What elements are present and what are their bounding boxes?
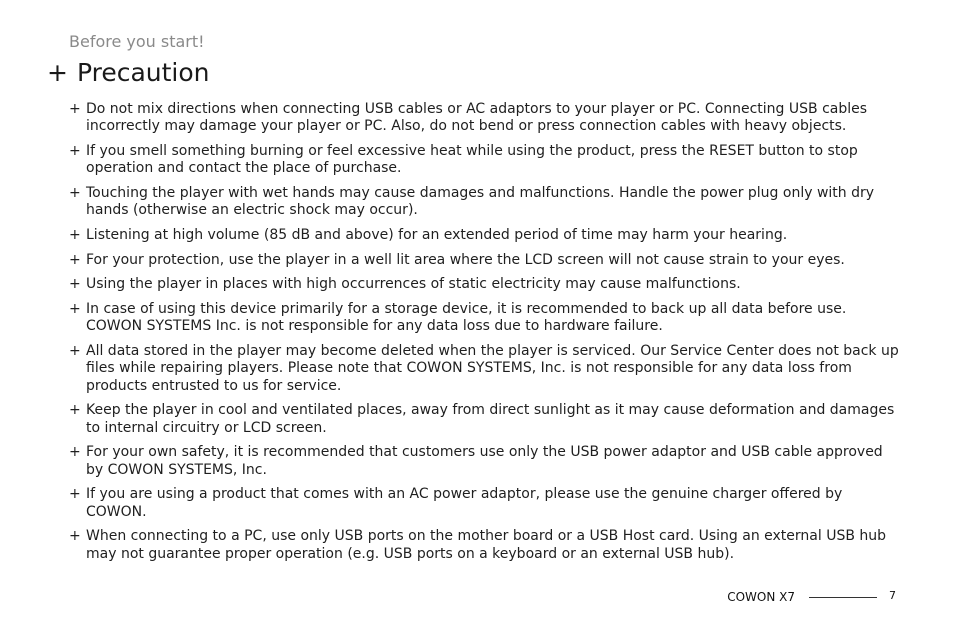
precaution-item xyxy=(69,486,901,521)
plus-bullet-icon: + xyxy=(69,342,81,359)
precaution-item xyxy=(69,227,901,244)
precaution-item xyxy=(69,301,901,336)
precaution-text: All data stored in the player may become deleted when the player is serviced. Our Service Center does not back up files while repairing players. Please note that COWON SYSTEMS, Inc. is not responsible for any data loss from products entrusted to us for service. xyxy=(86,342,899,394)
precaution-item xyxy=(69,101,901,136)
precaution-item xyxy=(69,143,901,178)
precaution-item xyxy=(69,528,901,563)
precaution-item xyxy=(69,252,901,269)
page-title-text: Precaution xyxy=(76,58,210,87)
precaution-text: For your own safety, it is recommended that customers use only the USB power adaptor and USB cable approved by COWON SYSTEMS, Inc. xyxy=(86,444,883,478)
plus-bullet-icon: + xyxy=(69,101,81,117)
page-footer xyxy=(727,590,896,604)
plus-bullet-icon: + xyxy=(69,251,81,268)
precaution-list xyxy=(69,101,901,570)
plus-bullet-icon: + xyxy=(69,227,81,243)
precaution-item xyxy=(69,444,901,479)
precaution-text: In case of using this device primarily for a storage device, it is recommended to back up all data before use. COWON SYSTEMS Inc. is not responsible for any data loss due to hardware failure. xyxy=(86,300,847,335)
plus-bullet-icon: + xyxy=(69,402,81,419)
page-number: 7 xyxy=(889,588,896,602)
plus-bullet-icon: + xyxy=(69,528,81,545)
precaution-text: Using the player in places with high occurrences of static electricity may cause malfunctions. xyxy=(86,276,741,293)
precaution-text: When connecting to a PC, use only USB ports on the mother board or a USB Host card. Using an external USB hub may not guarantee proper operation (e.g. USB ports on a keyboard or an external USB hub). xyxy=(86,528,887,562)
precaution-text: For your protection, use the player in a well lit area where the LCD screen will not cause strain to your eyes. xyxy=(86,251,845,268)
title-plus-glyph: + xyxy=(47,58,68,87)
precaution-text: Do not mix directions when connecting USB cables or AC adaptors to your player or PC. Connecting USB cables incorrectly may damage your player or PC. Also, do not bend or press connection cables with heavy objects. xyxy=(86,101,868,135)
plus-bullet-icon: + xyxy=(69,143,81,159)
plus-bullet-icon: + xyxy=(69,444,81,461)
precaution-text: Keep the player in cool and ventilated places, away from direct sunlight as it may cause deformation and damages to internal circuitry or LCD screen. xyxy=(86,402,895,436)
precaution-item xyxy=(69,276,901,293)
plus-bullet-icon: + xyxy=(69,185,81,201)
section-label: Before you start! xyxy=(69,32,205,51)
footer-divider xyxy=(809,597,877,598)
footer-product-name: COWON X7 xyxy=(727,590,795,604)
precaution-text: If you smell something burning or feel excessive heat while using the product, press the RESET button to stop operation and contact the place of purchase. xyxy=(86,143,858,177)
plus-bullet-icon: + xyxy=(69,300,81,317)
precaution-item xyxy=(69,343,901,395)
page-title xyxy=(47,58,210,87)
precaution-text: If you are using a product that comes with an AC power adaptor, please use the genuine charger offered by COWON. xyxy=(86,486,843,520)
precaution-text: Touching the player with wet hands may cause damages and malfunctions. Handle the power plug only with dry hands (otherwise an electric shock may occur). xyxy=(86,185,875,219)
precaution-item xyxy=(69,185,901,220)
precaution-item xyxy=(69,402,901,437)
plus-bullet-icon: + xyxy=(69,486,81,503)
plus-bullet-icon: + xyxy=(69,276,81,293)
precaution-text: Listening at high volume (85 dB and above) for an extended period of time may harm your hearing. xyxy=(86,227,788,243)
